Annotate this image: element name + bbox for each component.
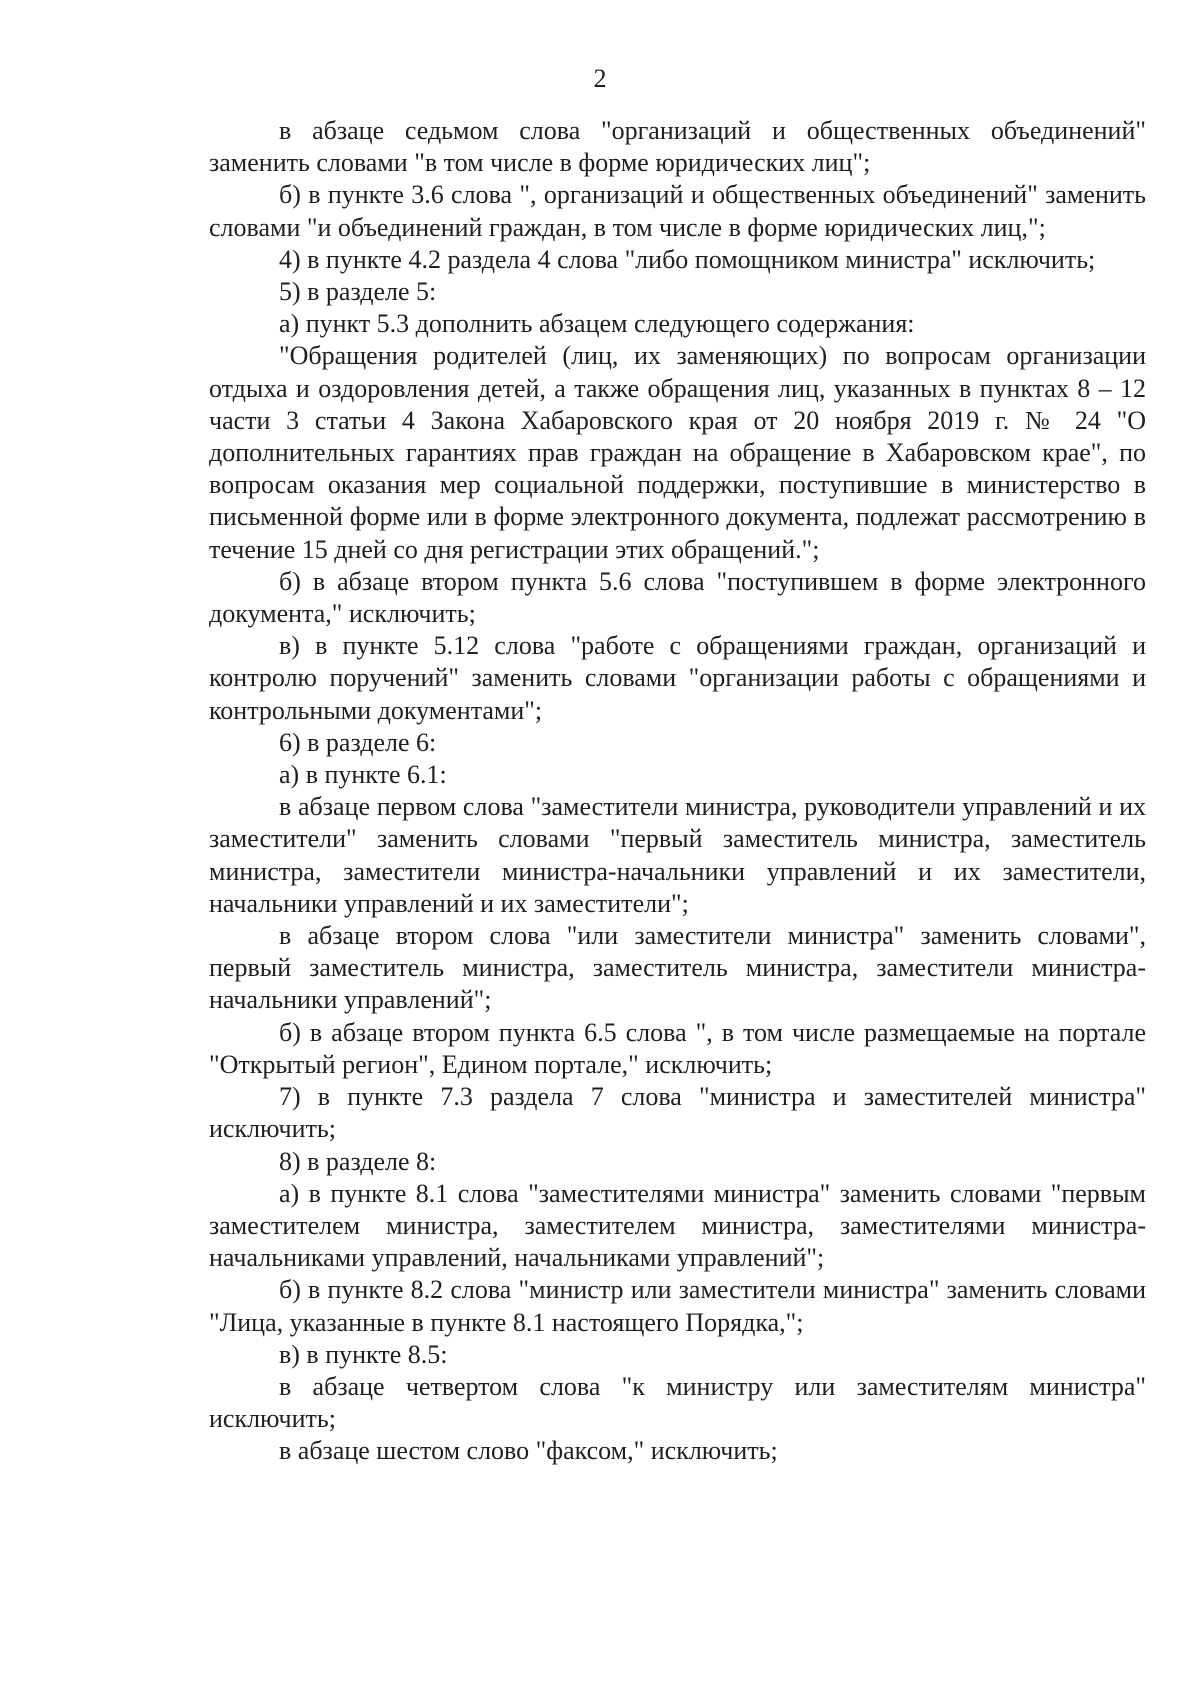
paragraph-12: в абзаце втором слова "или заместители министра" заменить словами", первый заместитель министра, заместитель министра, заместители министра-начальники управлений";: [209, 921, 1146, 1015]
page-number: 2: [593, 64, 607, 93]
document-body: [209, 115, 1146, 1468]
paragraph-13: б) в абзаце втором пункта 6.5 слова ", в том числе размещаемые на портале "Открытый регион", Едином портале," исключить;: [209, 1017, 1146, 1079]
paragraph-10: а) в пункте 6.1:: [279, 760, 447, 790]
paragraph-20: в абзаце шестом слово "факсом," исключить;: [279, 1436, 778, 1466]
paragraph-7: б) в абзаце втором пункта 5.6 слова "поступившем в форме электронного документа," исключить;: [209, 566, 1146, 629]
paragraph-18: в) в пункте 8.5:: [279, 1339, 448, 1369]
paragraph-9: 6) в разделе 6:: [279, 727, 437, 757]
paragraph-8: в) в пункте 5.12 слова "работе с обращениями граждан, организаций и контролю поручений" заменить словами "организации работы с обращениями и контрольными документами";: [209, 631, 1146, 725]
paragraph-1: в абзаце седьмом слова "организаций и общественных объединений" заменить словами "в том числе в форме юридических лиц";: [209, 116, 1146, 178]
paragraph-11: в абзаце первом слова "заместители министра, руководители управлений и их заместители" заменить словами "первый заместитель министра, заместитель министра, заместители министра-начальники управлений и их заместители, начальники управлений и их заместители";: [209, 792, 1146, 918]
paragraph-17: б) в пункте 8.2 слова "министр или заместители министра" заменить словами "Лица, указанные в пункте 8.1 настоящего Порядка,";: [209, 1275, 1146, 1337]
paragraph-3: 4) в пункте 4.2 раздела 4 слова "либо помощником министра" исключить;: [279, 244, 1096, 274]
paragraph-6: "Обращения родителей (лиц, их заменяющих) по вопросам организации отдыха и оздоровления детей, а также обращения лиц, указанных в пунктах 8 – 12 части 3 статьи 4 Закона Хабаровского края от 20 ноября 2019 г. № 24 "О дополнительных гарантиях прав граждан на обращение в Хабаровском крае", по вопросам оказания мер социальной поддержки, поступившие в министерство в письменной форме или в форме электронного документа, подлежат рассмотрению в течение 15 дней со дня регистрации этих обращений.";: [209, 341, 1146, 564]
paragraph-14: 7) в пункте 7.3 раздела 7 слова "министра и заместителей министра" исключить;: [209, 1082, 1146, 1144]
paragraph-4: 5) в разделе 5:: [279, 277, 437, 307]
paragraph-15: 8) в разделе 8:: [279, 1146, 437, 1176]
paragraph-2: б) в пункте 3.6 слова ", организаций и общественных объединений" заменить словами "и объединений граждан, в том числе в форме юридических лиц,";: [209, 180, 1146, 242]
paragraph-19: в абзаце четвертом слова "к министру или заместителям министра" исключить;: [209, 1371, 1146, 1434]
paragraph-5: а) пункт 5.3 дополнить абзацем следующего содержания:: [279, 309, 915, 339]
paragraph-16: а) в пункте 8.1 слова "заместителями министра" заменить словами "первым заместителем министра, заместителем министра, заместителями министра-начальниками управлений, начальниками управлений";: [209, 1178, 1146, 1273]
